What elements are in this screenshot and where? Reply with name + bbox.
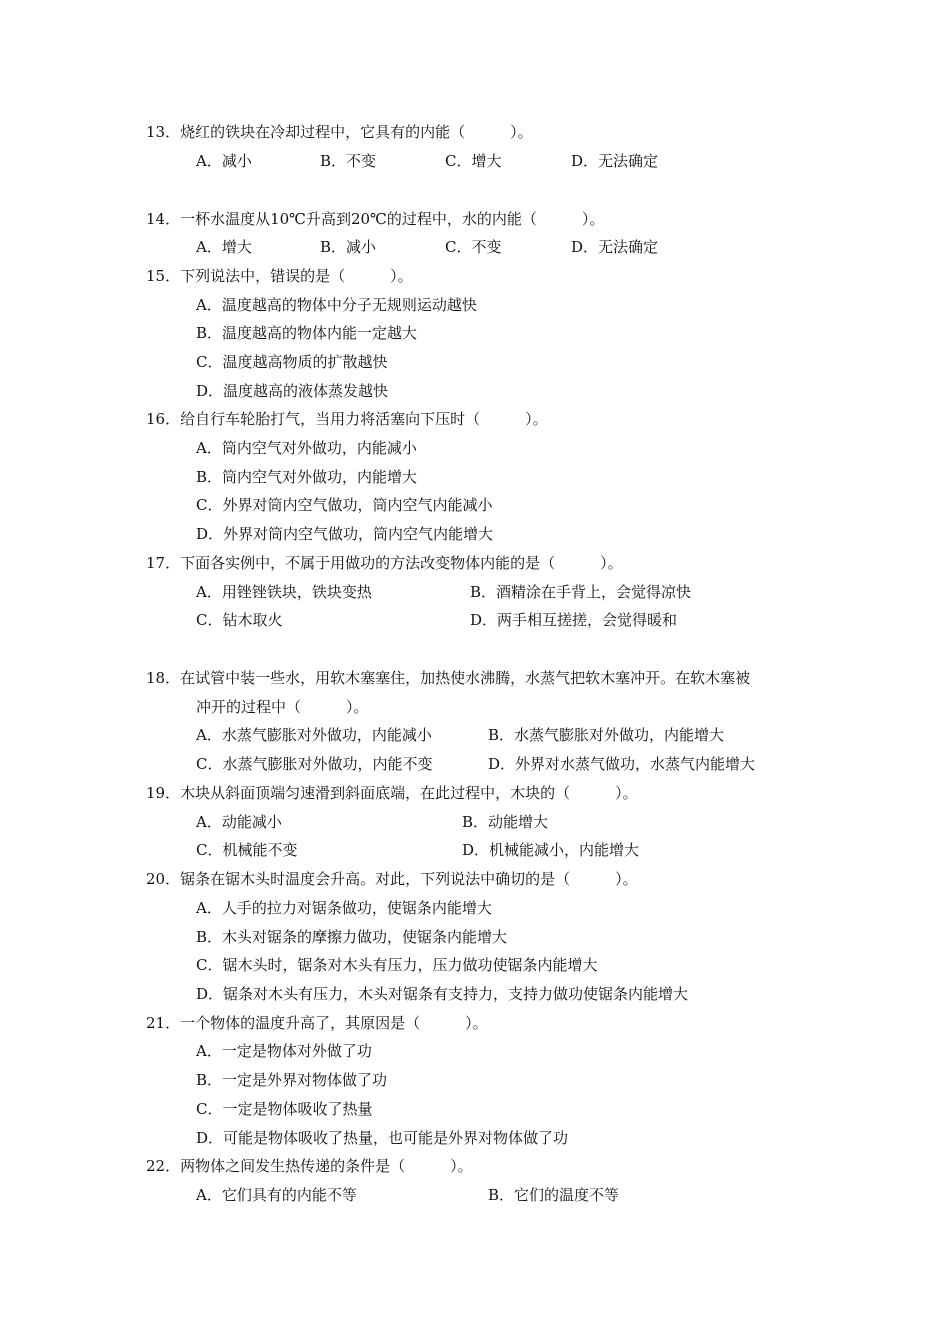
question-17-stem: 17．下面各实例中，不属于用做功的方法改变物体内能的是（ ）。 [146,554,623,572]
question-16-option-d: D．外界对筒内空气做功，筒内空气内能增大 [196,525,494,543]
question-14-option-a: A．增大 [196,238,252,256]
question-18-stem: 18．在试管中装一些水，用软木塞塞住，加热使水沸腾，水蒸气把软木塞冲开。在软木塞被 [146,669,751,687]
question-21-option-b: B．一定是外界对物体做了功 [196,1071,388,1089]
question-15-stem: 15．下列说法中，错误的是（ ）。 [146,267,413,285]
question-17-option-a: A．用锉锉铁块，铁块变热 [196,583,372,601]
question-19-option-b: B．动能增大 [462,813,549,831]
question-15-option-b: B．温度越高的物体内能一定越大 [196,324,418,342]
question-21-option-c: C．一定是物体吸收了热量 [196,1100,373,1118]
question-18-option-a: A．水蒸气膨胀对外做功，内能减小 [196,726,432,744]
question-17-option-c: C．钻木取火 [196,611,283,629]
question-17-option-d: D．两手相互搓搓，会觉得暖和 [470,611,678,629]
question-13-option-d: D．无法确定 [571,152,659,170]
question-19-option-c: C．机械能不变 [196,841,298,859]
question-21-stem: 21．一个物体的温度升高了，其原因是（ ）。 [146,1014,488,1032]
question-16-option-b: B．筒内空气对外做功，内能增大 [196,468,418,486]
question-13-option-b: B．不变 [320,152,377,170]
question-18-option-b: B．水蒸气膨胀对外做功，内能增大 [488,726,725,744]
question-22-option-b: B．它们的温度不等 [488,1186,620,1204]
question-15-option-a: A．温度越高的物体中分子无规则运动越快 [196,296,477,314]
question-16-option-a: A．筒内空气对外做功，内能减小 [196,439,417,457]
question-22-option-a: A．它们具有的内能不等 [196,1186,357,1204]
question-15-option-c: C．温度越高物质的扩散越快 [196,353,388,371]
question-18-option-c: C．水蒸气膨胀对外做功，内能不变 [196,755,433,773]
question-19-option-a: A．动能减小 [196,813,282,831]
question-14-option-c: C．不变 [445,238,502,256]
question-20-option-a: A．人手的拉力对锯条做功，使锯条内能增大 [196,899,492,917]
question-20-option-d: D．锯条对木头有压力，木头对锯条有支持力，支持力做功使锯条内能增大 [196,985,689,1003]
question-21-option-d: D．可能是物体吸收了热量，也可能是外界对物体做了功 [196,1129,569,1147]
question-13-option-a: A．减小 [196,152,252,170]
question-14-option-b: B．减小 [320,238,377,256]
question-17-option-b: B．酒精涂在手背上，会觉得凉快 [470,583,692,601]
question-20-option-b: B．木头对锯条的摩擦力做功，使锯条内能增大 [196,928,508,946]
question-21-option-a: A．一定是物体对外做了功 [196,1042,372,1060]
question-16-option-c: C．外界对筒内空气做功，筒内空气内能减小 [196,496,493,514]
question-13-option-c: C．增大 [445,152,502,170]
question-14-option-d: D．无法确定 [571,238,659,256]
question-15-option-d: D．温度越高的液体蒸发越快 [196,382,389,400]
question-22-stem: 22．两物体之间发生热传递的条件是（ ）。 [146,1157,473,1175]
question-18-option-d: D．外界对水蒸气做功，水蒸气内能增大 [488,755,756,773]
question-14-stem: 14．一杯水温度从10℃升高到20℃的过程中，水的内能（ ）。 [146,210,605,228]
question-19-option-d: D．机械能减小，内能增大 [462,841,640,859]
question-20-stem: 20．锯条在锯木头时温度会升高。对此，下列说法中确切的是（ ）。 [146,870,638,888]
question-16-stem: 16．给自行车轮胎打气，当用力将活塞向下压时（ ）。 [146,410,548,428]
question-19-stem: 19．木块从斜面顶端匀速滑到斜面底端，在此过程中，木块的（ ）。 [146,784,638,802]
question-18-stem-continued: 冲开的过程中（ ）。 [196,698,369,716]
question-13-stem: 13．烧红的铁块在冷却过程中，它具有的内能（ ）。 [146,123,533,141]
question-20-option-c: C．锯木头时，锯条对木头有压力，压力做功使锯条内能增大 [196,956,598,974]
